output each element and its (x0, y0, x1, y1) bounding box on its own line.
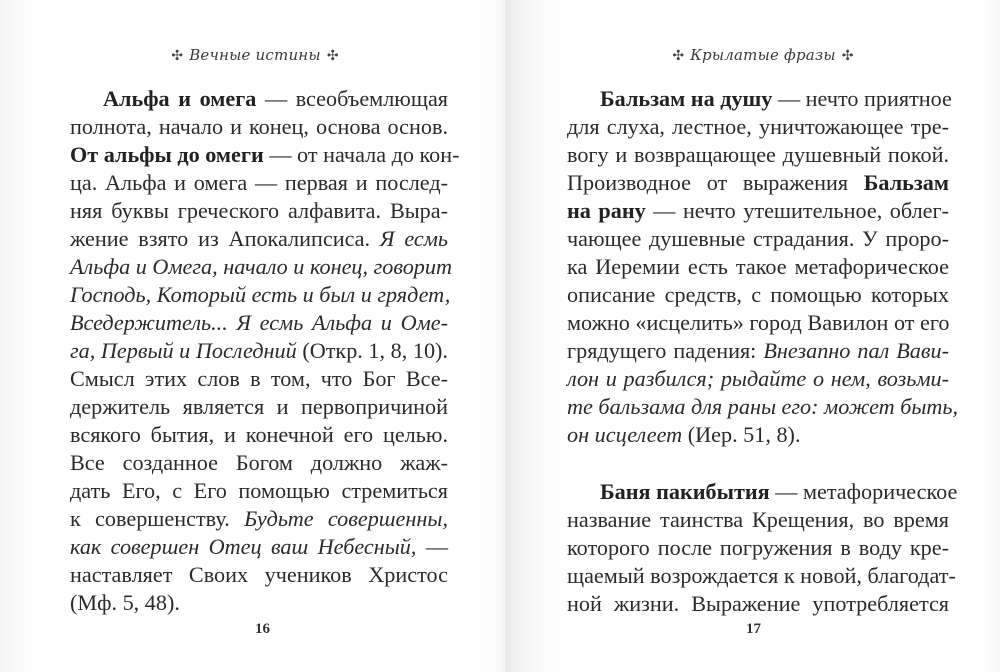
text-line (70, 281, 451, 309)
text-line (567, 309, 949, 337)
running-head-right (516, 46, 1000, 64)
text-line (70, 253, 453, 281)
text-run: к совершенству. (70, 506, 245, 531)
quotation: Будьте совершенны, (244, 506, 448, 531)
text-run: Смысл этих слов в том, что Бог Все- (70, 366, 448, 391)
text-run: дать Его, с Его помощью стремиться (70, 478, 448, 503)
text-line (70, 449, 448, 477)
text-run: вогу и возвращающее душевный покой. (567, 142, 949, 167)
term-headword: Баня пакибытия (600, 479, 770, 504)
text-line (567, 562, 956, 590)
text-run: наставляет Своих учеников Христос (70, 562, 448, 587)
quotation: Внезапно пал Вави- (763, 338, 949, 363)
text-line (567, 197, 949, 225)
text-line (70, 141, 460, 169)
text-line (567, 506, 949, 534)
text-line (70, 365, 448, 393)
quotation: Господь, Который есть и был и грядет, (70, 282, 451, 307)
quotation: те бальзама для раны его: может быть, (567, 394, 959, 419)
text-run: няя буквы греческого алфавита. Выра- (70, 198, 448, 223)
quotation: лон и разбился; рыдайте о нем, возьми- (567, 366, 949, 391)
text-line (70, 421, 448, 449)
term-headword: Бальзам на душу (600, 86, 773, 111)
body-text-right (567, 85, 959, 618)
text-run: которого после погружения в воду кре- (567, 535, 949, 560)
right-page (506, 0, 1000, 672)
text-line (70, 533, 448, 561)
text-run: — метафорическое (769, 479, 958, 504)
text-run: — от начала до кон- (263, 142, 460, 167)
text-run: — нечто утешительное, облег- (645, 198, 949, 223)
text-run: чающее душевные страдания. У проро- (567, 226, 949, 251)
text-line (70, 561, 448, 589)
text-line (70, 85, 448, 113)
text-line (567, 337, 949, 365)
book-gutter (504, 0, 506, 672)
ornament-cross-icon: ✣ (672, 48, 685, 64)
text-line (567, 393, 959, 421)
text-run: — нечто приятное (772, 86, 952, 111)
text-run: для слуха, лестное, уничтожающее тре- (567, 114, 949, 139)
text-run: (Иер. 51, 8). (682, 422, 801, 447)
quotation: Вседержитель... Я есмь Альфа и Оме- (70, 310, 448, 335)
quotation: как совершен Отец ваш Небесный, (70, 534, 417, 559)
text-line (567, 85, 952, 113)
text-run: название таинства Крещения, во время (567, 507, 949, 532)
term-headword: От альфы до омеги (70, 142, 264, 167)
text-run: Производное от выражения (567, 170, 864, 195)
text-run: всякого бытия, и конечной его целью. (70, 422, 448, 447)
page-number-right: 17 (746, 621, 761, 637)
text-run: ка Иеремии есть такое метафорическое (567, 254, 949, 279)
text-run: (Откр. 1, 8, 10). (296, 338, 448, 363)
text-line (70, 197, 448, 225)
text-run: — всеобъемлющая (256, 86, 448, 111)
quotation: Альфа и Омега, начало и конец, говорит (70, 254, 453, 279)
text-run: описание средств, с помощью которых (567, 282, 949, 307)
term-headword: на рану (567, 198, 646, 223)
text-run: (Мф. 5, 48). (70, 590, 180, 615)
text-line (567, 421, 949, 449)
ornament-cross-icon: ✣ (841, 48, 854, 64)
paragraph-gap (567, 449, 949, 478)
text-run: грядущего падения: (567, 338, 764, 363)
text-line (567, 225, 949, 253)
text-run: Все созданное Богом должно жаж- (70, 450, 448, 475)
text-line (70, 477, 448, 505)
text-line (567, 281, 949, 309)
text-line (567, 590, 949, 618)
text-run: держитель является и первопричиной (70, 394, 448, 419)
term-headword: Альфа и омега (103, 86, 257, 111)
text-line (567, 169, 949, 197)
ornament-cross-icon: ✣ (171, 48, 184, 64)
running-head-left (0, 46, 510, 64)
text-run: ной жизни. Выражение употребляется (567, 591, 949, 616)
running-head-title: Крылатые фразы (690, 46, 836, 64)
text-line (567, 253, 949, 281)
text-line (567, 478, 958, 506)
text-line (567, 365, 949, 393)
quotation: га, Первый и Последний (70, 338, 297, 363)
text-run: щаемый возрождается к новой, благодат- (567, 563, 956, 588)
text-line (567, 141, 949, 169)
ornament-cross-icon: ✣ (326, 48, 339, 64)
text-line (70, 393, 448, 421)
text-line (70, 337, 448, 365)
text-run: можно «исцелить» город Вавилон от его (567, 310, 950, 335)
text-run: жение взято из Апокалипсиса. (70, 226, 380, 251)
text-line (567, 113, 949, 141)
body-text-left (70, 85, 460, 617)
page-number-left: 16 (255, 621, 270, 637)
text-run: — (416, 534, 449, 559)
quotation: он исцелеет (567, 422, 683, 447)
text-run: полнота, начало и конец, основа основ. (70, 114, 448, 139)
text-line (70, 589, 448, 617)
text-line (70, 113, 448, 141)
term-headword: Бальзам (863, 170, 949, 195)
text-line (70, 169, 448, 197)
text-run: ца. Альфа и омега — первая и послед- (70, 170, 448, 195)
text-line (567, 534, 949, 562)
text-line (70, 505, 448, 533)
quotation: Я есмь (379, 226, 448, 251)
running-head-title: Вечные истины (189, 46, 321, 64)
text-line (70, 309, 448, 337)
text-line (70, 225, 448, 253)
